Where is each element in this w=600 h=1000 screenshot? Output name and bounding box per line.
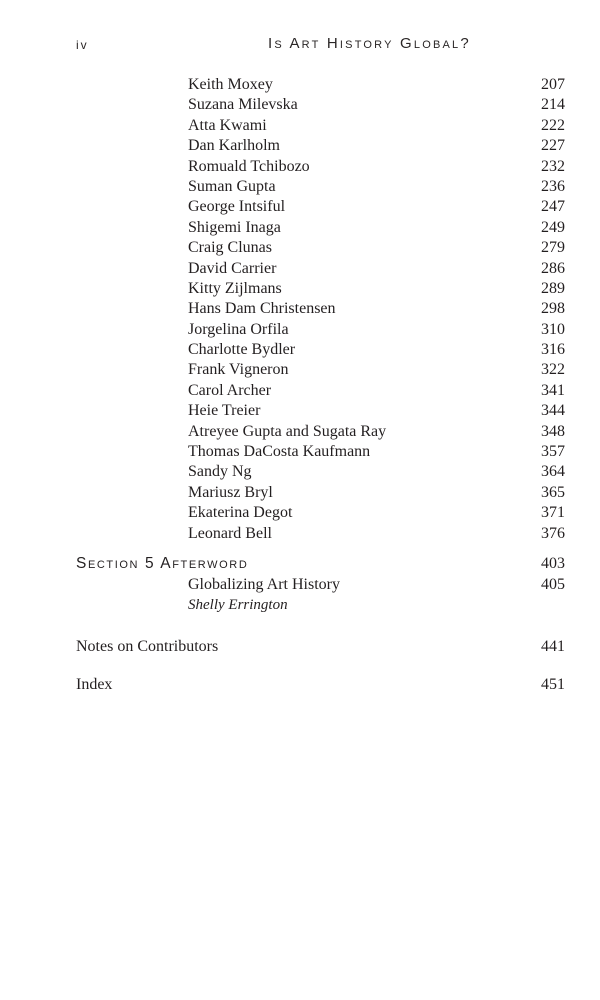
entry-page-number: 316 bbox=[541, 341, 565, 359]
section-heading: Section 5 Afterword bbox=[76, 555, 249, 572]
entry-page-number: 279 bbox=[541, 239, 565, 257]
entry-contributor-name: Kitty Zijlmans bbox=[188, 279, 282, 297]
entry-contributor-name: Carol Archer bbox=[188, 381, 272, 399]
contents-entry bbox=[0, 116, 600, 136]
contents-entry bbox=[0, 157, 600, 177]
chapter-author-row bbox=[0, 595, 600, 616]
contents-entry bbox=[0, 483, 600, 503]
entry-contributor-name: Heie Treier bbox=[188, 402, 261, 420]
entry-contributor-name: Hans Dam Christensen bbox=[188, 300, 336, 318]
entry-page-number: 310 bbox=[541, 320, 565, 338]
contents-entry bbox=[0, 279, 600, 299]
contents-entry bbox=[0, 197, 600, 217]
entry-page-number: 222 bbox=[541, 116, 565, 134]
entry-contributor-name: Ekaterina Degot bbox=[188, 504, 293, 522]
entry-contributor-name: Jorgelina Orfila bbox=[188, 320, 289, 338]
entry-page-number: 232 bbox=[541, 157, 565, 175]
index-label: Index bbox=[76, 676, 113, 693]
entry-contributor-name: Sandy Ng bbox=[188, 463, 252, 481]
entry-contributor-name: Frank Vigneron bbox=[188, 361, 289, 379]
running-head bbox=[76, 35, 564, 58]
index-row bbox=[0, 674, 600, 696]
section-heading-row bbox=[0, 553, 600, 574]
chapter-title: Globalizing Art History bbox=[188, 576, 340, 593]
contents-entry bbox=[0, 442, 600, 462]
contents-entries bbox=[0, 75, 600, 544]
entry-contributor-name: Mariusz Bryl bbox=[188, 483, 273, 501]
contents-entry bbox=[0, 524, 600, 544]
entry-page-number: 365 bbox=[541, 483, 565, 501]
contents-entry bbox=[0, 259, 600, 279]
entry-contributor-name: Suman Gupta bbox=[188, 177, 276, 195]
entry-page-number: 236 bbox=[541, 177, 565, 195]
contents-entry bbox=[0, 95, 600, 115]
contents-entry bbox=[0, 503, 600, 523]
entry-contributor-name: Romuald Tchibozo bbox=[188, 157, 310, 175]
entry-page-number: 286 bbox=[541, 259, 565, 277]
entry-page-number: 207 bbox=[541, 76, 565, 93]
contents-entry bbox=[0, 238, 600, 258]
chapter-row bbox=[0, 574, 600, 595]
running-head-title: Is Art History Global? bbox=[268, 35, 471, 52]
section-page-number: 403 bbox=[541, 555, 565, 572]
entry-page-number: 357 bbox=[541, 443, 565, 461]
chapter-page-number: 405 bbox=[541, 576, 565, 593]
entry-contributor-name: Leonard Bell bbox=[188, 524, 272, 542]
entry-contributor-name: Thomas DaCosta Kaufmann bbox=[188, 443, 371, 461]
contents-entry bbox=[0, 360, 600, 380]
entry-page-number: 344 bbox=[541, 402, 565, 420]
entry-contributor-name: David Carrier bbox=[188, 259, 277, 277]
entry-page-number: 289 bbox=[541, 279, 565, 297]
contents-entry bbox=[0, 299, 600, 319]
chapter-author: Shelly Errington bbox=[188, 597, 288, 613]
contents-entry bbox=[0, 401, 600, 421]
contents-entry bbox=[0, 381, 600, 401]
notes-on-contributors-label: Notes on Contributors bbox=[76, 638, 219, 655]
entry-page-number: 341 bbox=[541, 381, 565, 399]
contents-entry bbox=[0, 75, 600, 95]
entry-page-number: 249 bbox=[541, 218, 565, 236]
notes-on-contributors-page: 441 bbox=[541, 638, 565, 655]
entry-page-number: 298 bbox=[541, 300, 565, 318]
contents-entry bbox=[0, 320, 600, 340]
entry-contributor-name: Craig Clunas bbox=[188, 239, 272, 257]
entry-page-number: 247 bbox=[541, 198, 565, 216]
entry-contributor-name: Shigemi Inaga bbox=[188, 218, 281, 236]
entry-page-number: 348 bbox=[541, 422, 565, 440]
entry-page-number: 364 bbox=[541, 463, 565, 481]
contents-entry bbox=[0, 340, 600, 360]
entry-page-number: 214 bbox=[541, 96, 565, 114]
entry-contributor-name: Suzana Milevska bbox=[188, 96, 298, 114]
entry-page-number: 376 bbox=[541, 524, 565, 542]
contents-entry bbox=[0, 422, 600, 442]
entry-contributor-name: George Intsiful bbox=[188, 198, 286, 216]
entry-contributor-name: Atreyee Gupta and Sugata Ray bbox=[188, 422, 387, 440]
contents-entry bbox=[0, 218, 600, 238]
entry-contributor-name: Charlotte Bydler bbox=[188, 341, 296, 359]
entry-page-number: 227 bbox=[541, 137, 565, 155]
contents-entry bbox=[0, 136, 600, 156]
entry-page-number: 371 bbox=[541, 504, 565, 522]
section-5-block bbox=[0, 553, 600, 616]
contents-entry bbox=[0, 177, 600, 197]
entry-contributor-name: Dan Karlholm bbox=[188, 137, 280, 155]
contents-entry bbox=[0, 462, 600, 482]
notes-on-contributors-row bbox=[0, 636, 600, 658]
entry-page-number: 322 bbox=[541, 361, 565, 379]
index-page: 451 bbox=[541, 676, 565, 693]
page-folio: iv bbox=[76, 38, 89, 52]
entry-contributor-name: Keith Moxey bbox=[188, 76, 273, 93]
entry-contributor-name: Atta Kwami bbox=[188, 116, 267, 134]
